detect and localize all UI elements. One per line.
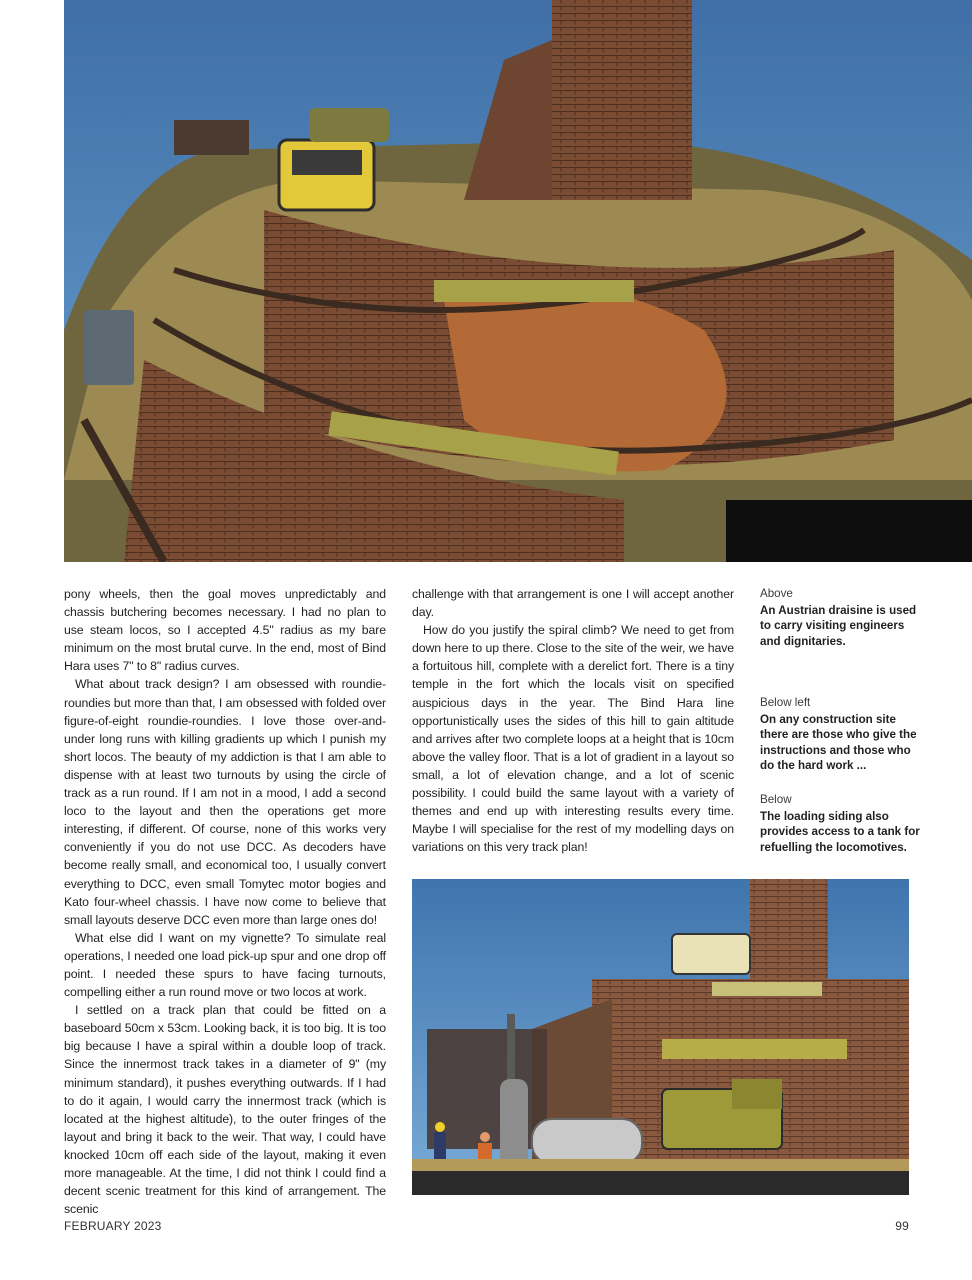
caption-label: Above	[760, 587, 793, 600]
caption-below-left	[760, 695, 922, 774]
caption-label: Below	[760, 793, 792, 806]
paragraph: pony wheels, then the goal moves unpredictably and chassis butchering becomes necessary. I had no plan to use steam locos, so I accepted 4.5" radius as my bare minimum on the most brutal curve. In the end, most of Bind Hara uses 7" to 8" radius curves.	[64, 587, 386, 674]
caption-text: The loading siding also provides access to a tank for refuelling the locomotives.	[760, 809, 920, 854]
paragraph: What else did I want on my vignette? To simulate real operations, I needed one load pick-up spur and one drop off point. I needed these spurs to have facing turnouts, compelling either a run round move or two locos at work.	[64, 930, 386, 1000]
paragraph: I settled on a track plan that could be fitted on a baseboard 50cm x 53cm. Looking back, it is too big. It is too big because I have a spiral within a double loop of track. Since the innermost track takes in a diameter of 9" (my minimum standard), it pushes everything outwards. If I had to do it again, I would carry the innermost track (which is located at the highest altitude), to the outer fringes of the layout and bring it back to the weir. That way, I could have knocked 10cm off each side of the layout, making it even more manageable. At the time, I did not think I could find a decent scenic treatment for this kind of arrangement. The scenic	[64, 1003, 386, 1217]
model-railway-loading-siding-photo-icon	[412, 879, 909, 1195]
caption-above	[760, 586, 922, 649]
footer-issue-date: FEBRUARY 2023	[64, 1219, 162, 1233]
body-column-1	[64, 585, 386, 1218]
caption-text: On any construction site there are those who give the instructions and those who do the hard work ...	[760, 712, 917, 773]
caption-text: An Austrian draisine is used to carry visiting engineers and dignitaries.	[760, 603, 917, 648]
top-photo	[64, 0, 972, 562]
paragraph: challenge with that arrangement is one I will accept another day.	[412, 587, 734, 620]
bottom-photo	[412, 879, 909, 1195]
page-number: 99	[895, 1219, 909, 1233]
body-column-2	[412, 585, 734, 856]
caption-below	[760, 792, 922, 855]
paragraph: How do you justify the spiral climb? We need to get from down here to up there. Close to the site of the weir, we have a fortuitous hill, complete with a derelict fort. There is a tiny temple in the fort which the locals visit on specified auspicious days in the year. The Bind Hara line opportunistically uses the sides of this hill to gain altitude and arrives after two complete loops at a height that is 10cm above the valley floor. That is a lot of gradient in a layout so small, a lot of elevation change, and a lot of scenic possibility. I could build the same layout with a variety of themes and end up with interesting results every time. Maybe I will specialise for the rest of my modelling days on variations on this very track plan!	[412, 623, 734, 855]
paragraph: What about track design? I am obsessed with roundie-roundies but more than that, I am obsessed with folded over figure-of-eight roundie-roundies. I love those over-and-under long runs with killing gradients up which I punish my short locos. The beauty of my addiction is that I am able to dispense with at least two turnouts by using the circle of track as a run round. If I am not in a mood, I add a second loco to the layout and then the operations get more interesting, if different. Of course, none of this works very conveniently if you do not use DCC. As decoders have become really small, and economical too, I usually convert everything to DCC, even small Tomytec motor bogies and Kato four-wheel chassis. I have now come to believe that small layouts deserve DCC even more than large ones do!	[64, 677, 386, 927]
model-railway-spiral-fort-photo-icon	[64, 0, 972, 562]
caption-label: Below left	[760, 696, 811, 709]
